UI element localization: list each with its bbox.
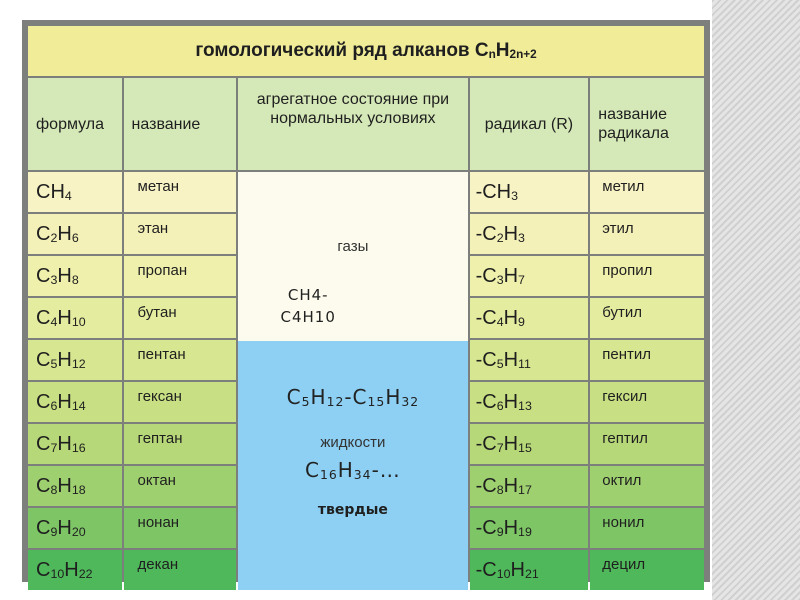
title-row: [28, 26, 704, 76]
gases-label: газы: [337, 238, 369, 255]
title-text: гомологический ряд алканов $C_nH_{2n+2}$: [195, 40, 537, 61]
formula-cell: $C_4H_{10}$: [28, 298, 122, 338]
formula-cell: $C_7H_{16}$: [28, 424, 122, 464]
header-state: агрегатное состояние при нормальных условиях: [238, 78, 467, 170]
radical-cell: $-C_4H_9$: [470, 298, 589, 338]
table-body: [28, 172, 704, 590]
radical-cell: $-C_2H_3$: [470, 214, 589, 254]
name-cell: октан: [124, 466, 237, 506]
radical-cell: $-C_9H_{19}$: [470, 508, 589, 548]
radical-cell: $-C_6H_{13}$: [470, 382, 589, 422]
radical-cell: $-CH_3$: [470, 172, 589, 212]
name-cell: бутан: [124, 298, 237, 338]
radical-cell: $-C_{10}H_{21}$: [470, 550, 589, 590]
radical-cell: $-C_8H_{17}$: [470, 466, 589, 506]
name-cell: этан: [124, 214, 237, 254]
formula-cell: $C_5H_{12}$: [28, 340, 122, 380]
header-row: [28, 78, 704, 170]
header-radical: радикал (R): [470, 78, 589, 170]
header-formula: формула: [28, 78, 122, 170]
formula-cell: $C_8H_{18}$: [28, 466, 122, 506]
solids-label: твердые: [317, 502, 388, 518]
alkanes-table: [26, 24, 706, 592]
radical-cell: $-C_5H_{11}$: [470, 340, 589, 380]
formula-cell: $C_2H_6$: [28, 214, 122, 254]
gases-range: CH4- C4H10: [280, 286, 336, 326]
state-cell: [238, 172, 467, 590]
liquids-label: жидкости: [320, 434, 386, 451]
radical-name-cell: гексил: [590, 382, 704, 422]
name-cell: пропан: [124, 256, 237, 296]
radical-name-cell: этил: [590, 214, 704, 254]
radical-name-cell: гептил: [590, 424, 704, 464]
radical-name-cell: октил: [590, 466, 704, 506]
table-title: [28, 26, 704, 76]
name-cell: нонан: [124, 508, 237, 548]
formula-cell: $CH_4$: [28, 172, 122, 212]
solids-range: $C_{16}H_{34}-\dots$: [305, 458, 401, 482]
radical-name-cell: пропил: [590, 256, 704, 296]
header-radical-name: название радикала: [590, 78, 704, 170]
radical-name-cell: бутил: [590, 298, 704, 338]
table-row: [28, 172, 704, 212]
header-name: название: [124, 78, 237, 170]
name-cell: метан: [124, 172, 237, 212]
name-cell: гептан: [124, 424, 237, 464]
decorative-side-band: [712, 0, 800, 600]
formula-cell: $C_9H_{20}$: [28, 508, 122, 548]
formula-cell: $C_3H_8$: [28, 256, 122, 296]
radical-cell: $-C_7H_{15}$: [470, 424, 589, 464]
radical-name-cell: децил: [590, 550, 704, 590]
name-cell: гексан: [124, 382, 237, 422]
radical-name-cell: нонил: [590, 508, 704, 548]
formula-cell: $C_6H_{14}$: [28, 382, 122, 422]
radical-name-cell: пентил: [590, 340, 704, 380]
formula-cell: $C_{10}H_{22}$: [28, 550, 122, 590]
radical-cell: $-C_3H_7$: [470, 256, 589, 296]
name-cell: пентан: [124, 340, 237, 380]
liquids-range: $C_5H_{12}-C_{15}H_{32}$: [286, 385, 420, 409]
radical-name-cell: метил: [590, 172, 704, 212]
name-cell: декан: [124, 550, 237, 590]
